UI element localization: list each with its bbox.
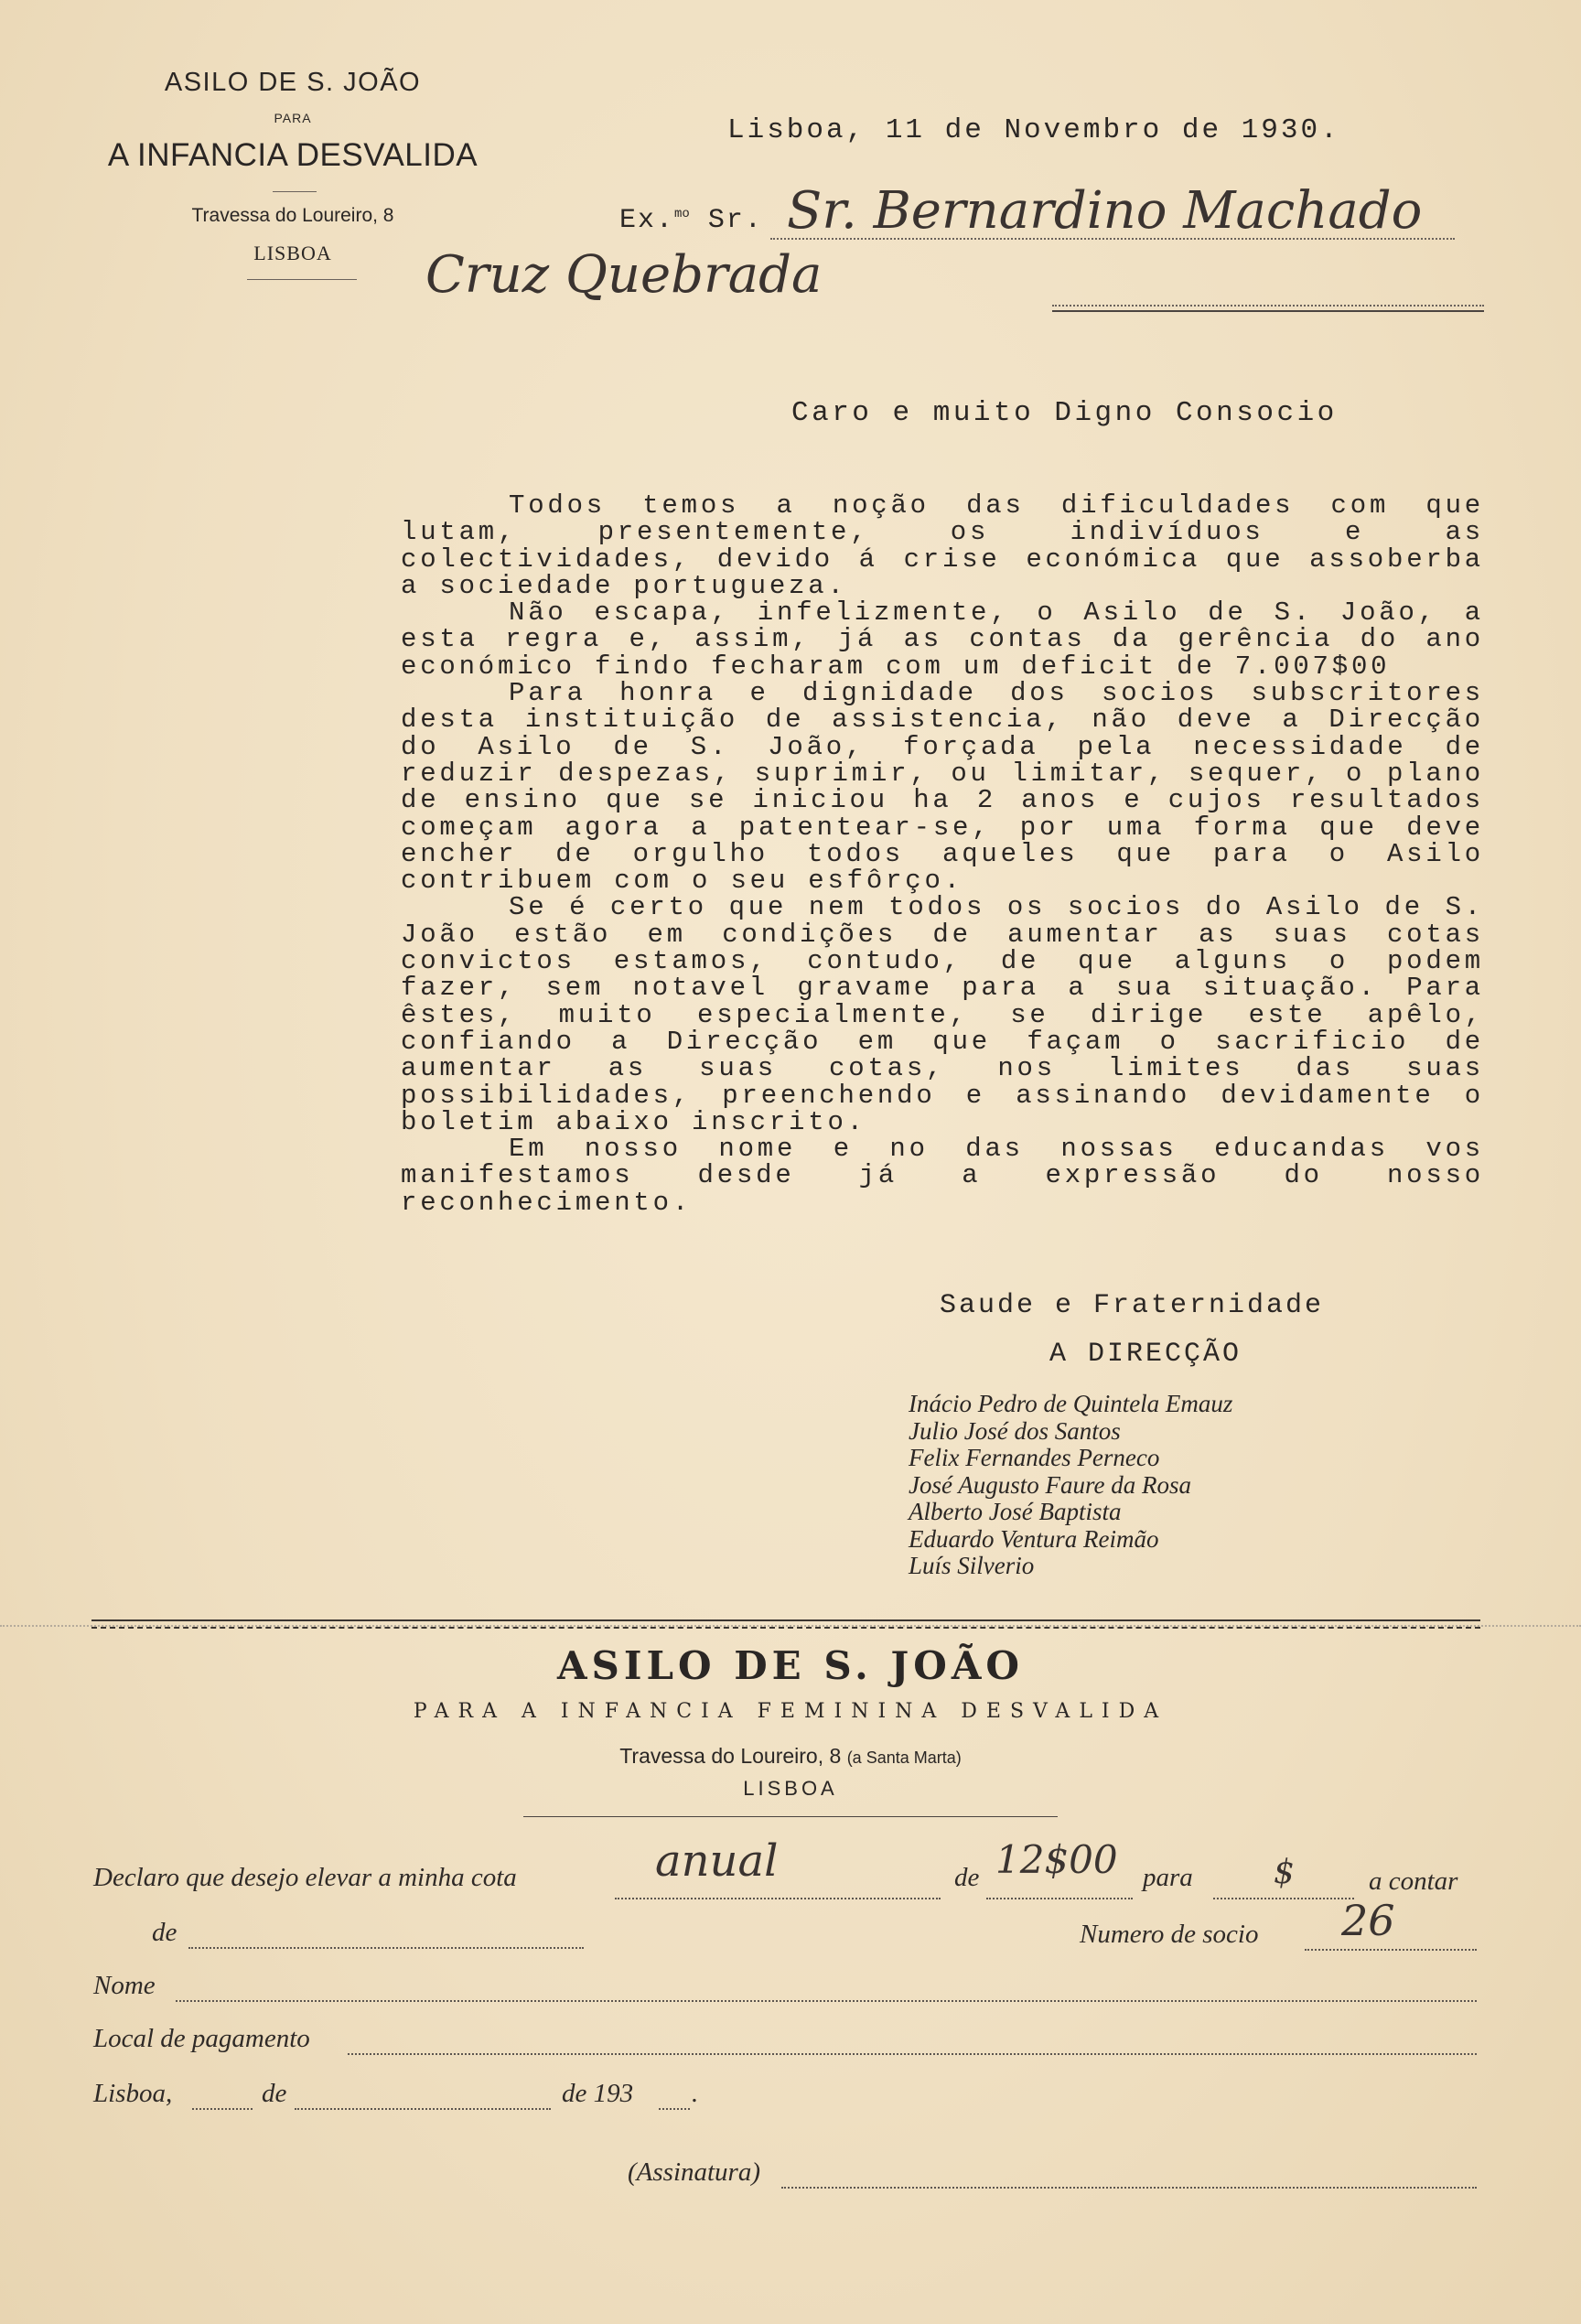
board-member: Alberto José Baptista [909, 1498, 1122, 1525]
body-paragraph: Não escapa, infelizmente, o Asilo de S. João, a esta regra e, assim, já as contas da gerência do ano económico findo fecharam com um deficit de 7.007$00 [401, 597, 1484, 682]
amount-field[interactable] [986, 1898, 1133, 1899]
sign-date-de-label: de [262, 2079, 287, 2108]
letterhead-para: PARA [274, 111, 312, 125]
socio-number-value: 26 [1341, 1896, 1395, 1945]
nome-field[interactable] [176, 2000, 1477, 2002]
letterhead-name: ASILO DE S. JOÃO [164, 68, 422, 97]
body-paragraph: Todos temos a noção das dificuldades com que lutam, presentemente, os indivíduos e as colectividades, devido á crise económica que assoberba a sociedade portugueza. [401, 490, 1484, 601]
sign-date-year-field[interactable] [659, 2108, 690, 2110]
amount-value: 12$00 [995, 1837, 1118, 1882]
local-pagamento-field[interactable] [348, 2053, 1477, 2055]
letter-date: Lisboa, 11 de Novembro de 1930. [727, 114, 1340, 146]
addressee-dotted-line-2 [1052, 305, 1484, 307]
addressee-prefix-ex: Ex. [619, 205, 675, 236]
board-member: Luís Silverio [909, 1552, 1035, 1579]
nome-label: Nome [93, 1971, 156, 2000]
form-address [0, 1744, 1581, 1769]
socio-number-label: Numero de socio [1080, 1920, 1259, 1949]
salutation: Caro e muito Digno Consocio [791, 397, 1338, 429]
socio-number-field[interactable] [1305, 1949, 1477, 1951]
body-paragraph: Para honra e dignidade dos socios subscritores desta instituição de assistencia, não deve a Direcção do Asilo de S. João, forçada pela necessidade de reduzir despezas, suprimir, ou limitar, sequer, o plano de ensino que se iniciou ha 2 anos e cujos resultados começam agora a patentear-se, por uma forma que deve encher de orgulho todos aqueles que para o Asilo contribuem com o seu esfôrço. [401, 678, 1484, 897]
closing: Saude e Fraternidade [940, 1290, 1325, 1321]
form-address-street: Travessa do Loureiro, 8 [619, 1744, 842, 1768]
addressee-prefix-sup: mo [674, 207, 690, 221]
para-field[interactable] [1213, 1898, 1354, 1899]
addressee-handwritten-place: Cruz Quebrada [425, 245, 823, 305]
contar-label: a contar [1369, 1867, 1458, 1896]
form-address-note: (a Santa Marta) [846, 1748, 962, 1767]
signatory: A DIRECÇÃO [1049, 1339, 1242, 1370]
board-member: Felix Fernandes Perneco [909, 1444, 1160, 1471]
form-title: ASILO DE S. JOÃO [556, 1643, 1025, 1688]
board-members-list [909, 1391, 1232, 1580]
sign-date-end: . [692, 2079, 699, 2108]
letterhead-subtitle: A INFANCIA DESVALIDA [107, 137, 479, 173]
letter-body [401, 492, 1484, 1216]
board-member: José Augusto Faure da Rosa [909, 1470, 1191, 1499]
body-paragraph: Em nosso nome e no das nossas educandas vos manifestamos desde já a expressão do nosso reconhecimento. [401, 1134, 1484, 1218]
sign-date-lisboa-label: Lisboa, [93, 2079, 173, 2108]
assinatura-label: (Assinatura) [628, 2157, 760, 2187]
form-header-rule [523, 1816, 1058, 1817]
addressee-title: Sr. [707, 205, 763, 236]
letterhead-divider-bottom [247, 279, 357, 280]
addressee-handwritten-name: Sr. Bernardino Machado [787, 181, 1423, 241]
cota-field[interactable] [615, 1898, 941, 1899]
assinatura-field[interactable] [781, 2187, 1477, 2189]
start-date-field[interactable] [188, 1947, 584, 1949]
board-member: Julio José dos Santos [909, 1416, 1121, 1445]
sign-date-year-label: de 193 [562, 2079, 634, 2108]
board-member: Eduardo Ventura Reimão [909, 1524, 1159, 1553]
start-date-label: de [152, 1918, 177, 1947]
form-separator-dashed [91, 1627, 1480, 1629]
form-city: LISBOA [743, 1777, 838, 1800]
addressee-prefix [619, 205, 763, 236]
board-member: Inácio Pedro de Quintela Emauz [909, 1390, 1233, 1417]
amount-label: de [954, 1863, 980, 1892]
para-value: $ [1274, 1854, 1295, 1891]
addressee-underline [1052, 310, 1484, 312]
cota-value: anual [655, 1835, 779, 1887]
sign-date-day-field[interactable] [192, 2108, 253, 2110]
form-subtitle: PARA A INFANCIA FEMININA DESVALIDA [413, 1700, 1168, 1723]
para-label: para [1143, 1863, 1193, 1892]
body-paragraph: Se é certo que nem todos os socios do Asilo de S. João estão em condições de aumentar as suas cotas convictos estamos, contudo, de que alguns o podem fazer, sem notavel gravame para a sua situação. Para êstes, muito especialmente, se dirige este apêlo, confiando a Direcção em que façam o sacrificio de aumentar as suas cotas, nos limites das suas possibilidades, preenchendo e assinando devidamente o boletim abaixo inscrito. [401, 892, 1484, 1137]
letterhead-address: Travessa do Loureiro, 8 [191, 205, 394, 226]
letterhead-city: LISBOA [253, 242, 332, 264]
letterhead-divider [273, 191, 317, 192]
sign-date-month-field[interactable] [295, 2108, 551, 2110]
local-pagamento-label: Local de pagamento [93, 2024, 310, 2053]
form-separator-solid [91, 1619, 1480, 1621]
cota-label: Declaro que desejo elevar a minha cota [93, 1863, 517, 1892]
